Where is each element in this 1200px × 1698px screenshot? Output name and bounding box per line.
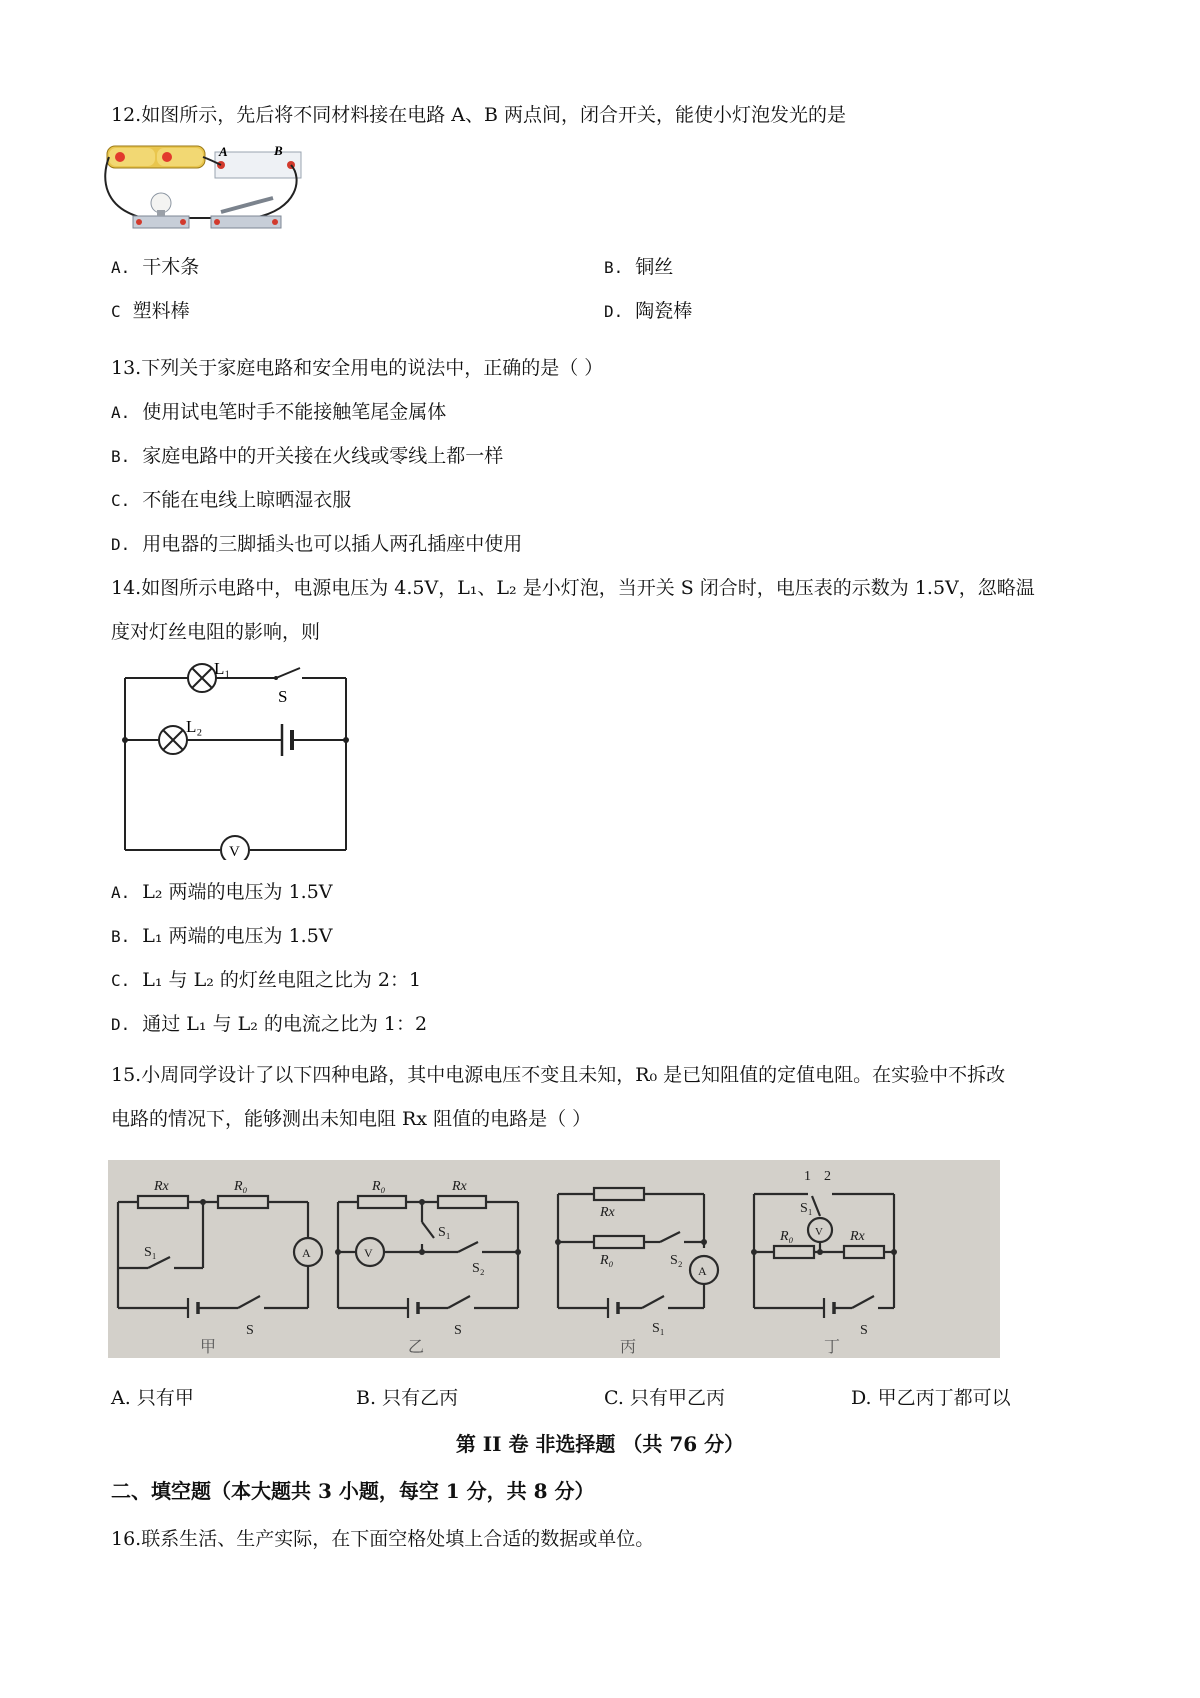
q14-stem-line2: 度对灯丝电阻的影响，则 xyxy=(111,621,321,643)
q14-stem-line1: 14.如图所示电路中，电源电压为 4.5V，L₁、L₂ 是小灯泡，当开关 S 闭合时，电压表的示数为 1.5V，忽略温 xyxy=(111,577,1035,599)
ding-s1-label: S₁ xyxy=(800,1201,813,1216)
q16-stem: 16.联系生活、生产实际，在下面空格处填上合适的数据或单位。 xyxy=(111,1528,655,1550)
yi-s2-label: S₂ xyxy=(472,1261,485,1276)
q13-option-d[interactable]: D. 用电器的三脚插头也可以插人两孔插座中使用 xyxy=(111,533,523,555)
yi-rx-label: Rx xyxy=(452,1179,467,1194)
q14-l1-label: L₁ xyxy=(214,660,231,678)
bing-r0-label: R₀ xyxy=(600,1253,614,1268)
q12-option-c[interactable]: C 塑料棒 xyxy=(111,300,190,322)
q12-label-a: A xyxy=(219,144,228,159)
caption-bing: 丙 xyxy=(620,1339,637,1356)
bing-ammeter-label: A xyxy=(698,1264,707,1278)
q15-circuits-panel xyxy=(108,1160,1000,1358)
yi-s-label: S xyxy=(454,1323,462,1338)
q12-stem: 12.如图所示，先后将不同材料接在电路 A、B 两点间，闭合开关，能使小灯泡发光的是 xyxy=(111,104,846,126)
q15-stem-line1: 15.小周同学设计了以下四种电路，其中电源电压不变且未知，R₀ 是已知阻值的定值电阻。在实验中不拆改 xyxy=(111,1064,1006,1086)
q12-circuit-photo xyxy=(103,138,323,258)
q15-stem-line2: 电路的情况下，能够测出未知电阻 Rx 阻值的电路是（ ） xyxy=(111,1108,592,1130)
q13-option-c[interactable]: C. 不能在电线上晾晒湿衣服 xyxy=(111,489,352,511)
q14-option-d[interactable]: D. 通过 L₁ 与 L₂ 的电流之比为 1：2 xyxy=(111,1013,428,1035)
yi-s1-label: S₁ xyxy=(438,1225,451,1240)
bing-rx-label: Rx xyxy=(600,1205,615,1220)
q14-option-a[interactable]: A. L₂ 两端的电压为 1.5V xyxy=(111,881,333,903)
q12-label-b: B xyxy=(274,143,283,158)
jia-s1-label: S₁ xyxy=(144,1245,157,1260)
ding-rx-label: Rx xyxy=(850,1229,865,1244)
q15-option-c[interactable]: C. 只有甲乙丙 xyxy=(604,1387,725,1409)
q15-option-d[interactable]: D. 甲乙丙丁都可以 xyxy=(851,1387,1011,1409)
ding-s-label: S xyxy=(860,1323,868,1338)
q14-l2-label: L₂ xyxy=(186,717,203,736)
q13-stem: 13.下列关于家庭电路和安全用电的说法中，正确的是（ ） xyxy=(111,357,604,379)
q13-option-b[interactable]: B. 家庭电路中的开关接在火线或零线上都一样 xyxy=(111,445,504,467)
ding-label-2: 2 xyxy=(824,1169,831,1184)
jia-r0-label: R₀ xyxy=(234,1179,248,1194)
part-two-title: 第 II 卷 非选择题 （共 76 分） xyxy=(455,1432,745,1456)
q15-option-b[interactable]: B. 只有乙丙 xyxy=(356,1387,459,1409)
jia-s-label: S xyxy=(246,1323,254,1338)
bing-s1-label: S₁ xyxy=(652,1321,665,1336)
yi-r0-label: R₀ xyxy=(372,1179,386,1194)
q14-voltmeter-label: V xyxy=(229,844,240,860)
q14-s-label: S xyxy=(278,687,288,706)
q12-option-d[interactable]: D. 陶瓷棒 xyxy=(604,300,693,322)
ding-voltmeter-label: V xyxy=(815,1226,823,1238)
jia-ammeter-label: A xyxy=(302,1246,311,1260)
q12-option-b[interactable]: B. 铜丝 xyxy=(604,256,674,278)
q14-option-b[interactable]: B. L₁ 两端的电压为 1.5V xyxy=(111,925,333,947)
caption-ding: 丁 xyxy=(824,1339,841,1356)
q14-circuit-diagram xyxy=(110,660,360,860)
ding-r0-label: R₀ xyxy=(780,1229,794,1244)
jia-rx-label: Rx xyxy=(154,1179,169,1194)
q12-option-a[interactable]: A. 干木条 xyxy=(111,256,200,278)
bing-s2-label: S₂ xyxy=(670,1253,683,1268)
caption-jia: 甲 xyxy=(200,1339,217,1356)
q14-option-c[interactable]: C. L₁ 与 L₂ 的灯丝电阻之比为 2：1 xyxy=(111,969,422,991)
section-two-title: 二、填空题（本大题共 3 小题，每空 1 分，共 8 分） xyxy=(111,1479,595,1503)
ding-label-1: 1 xyxy=(804,1169,811,1184)
q15-option-a[interactable]: A. 只有甲 xyxy=(111,1387,194,1409)
caption-yi: 乙 xyxy=(408,1339,425,1356)
q13-option-a[interactable]: A. 使用试电笔时手不能接触笔尾金属体 xyxy=(111,401,447,423)
yi-voltmeter-label: V xyxy=(364,1246,373,1260)
